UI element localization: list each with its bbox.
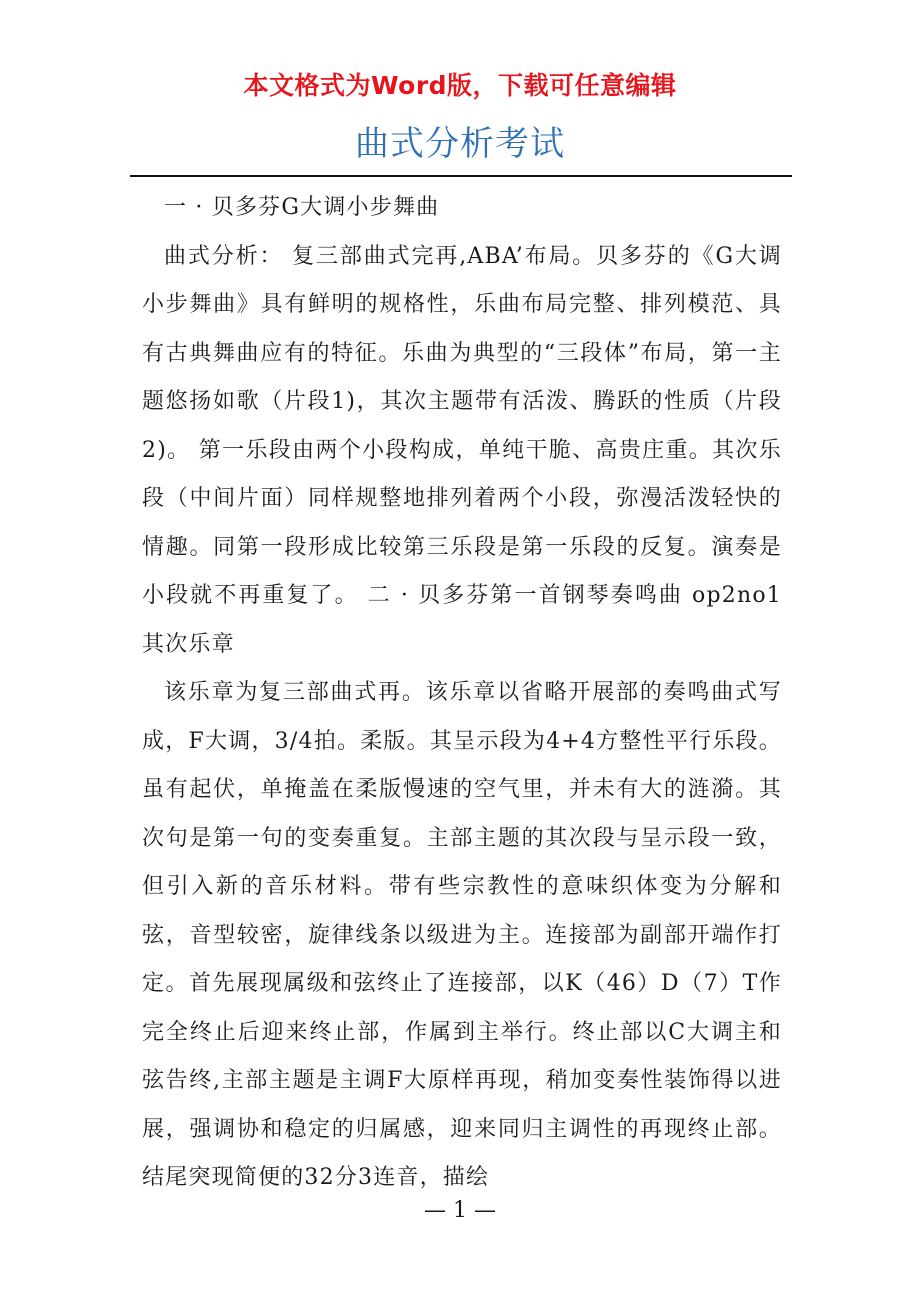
page-number: — 1 —	[424, 1198, 496, 1223]
document-title: 曲式分析考试	[355, 124, 565, 164]
section-heading-paragraph: 一 · 贝多芬G大调小步舞曲	[164, 195, 440, 220]
format-notice-banner: 本文格式为Word版，下载可任意编辑	[243, 71, 677, 100]
body-paragraph: 该乐章为复三部曲式再。该乐章以省略开展部的奏鸣曲式写成，F大调，3/4拍。柔版。其呈示段为4+4方整性平行乐段。虽有起伏，单掩盖在柔版慢速的空气里，并未有大的涟漪。其次句是第一句的变奏重复。主部主题的其次段与呈示段一致，但引入新的音乐材料。带有些宗教性的意味织体变为分解和弦，音型较密，旋律线条以级进为主。连接部为副部开端作打定。首先展现属级和弦终止了连接部，以K（46）D（7）T作完全终止后迎来终止部，作属到主举行。终止部以C大调主和弦告终,主部主题是主调F大原样再现，稍加变奏性装饰得以进展，强调协和稳定的归属感，迎来同归主调性的再现终止部。结尾突现简便的32分3连音，描绘	[142, 680, 782, 1190]
title-divider	[130, 175, 792, 177]
document-body	[142, 184, 782, 1203]
body-paragraph: 曲式分析： 复三部曲式完再,ABA’布局。贝多芬的《G大调小步舞曲》具有鲜明的规格性，乐曲布局完整、排列模范、具有古典舞曲应有的特征。乐曲为典型的“三段体”布局，第一主题悠扬如歌（片段1)，其次主题带有活泼、腾跃的性质（片段2)。 第一乐段由两个小段构成，单纯干脆、高贵庄重。其次乐段（中间片面）同样规整地排列着两个小段，弥漫活泼轻快的情趣。同第一段形成比较第三乐段是第一乐段的反复。演奏是小段就不再重复了。 二 · 贝多芬第一首钢琴奏鸣曲 op2no1 其次乐章	[142, 243, 782, 657]
